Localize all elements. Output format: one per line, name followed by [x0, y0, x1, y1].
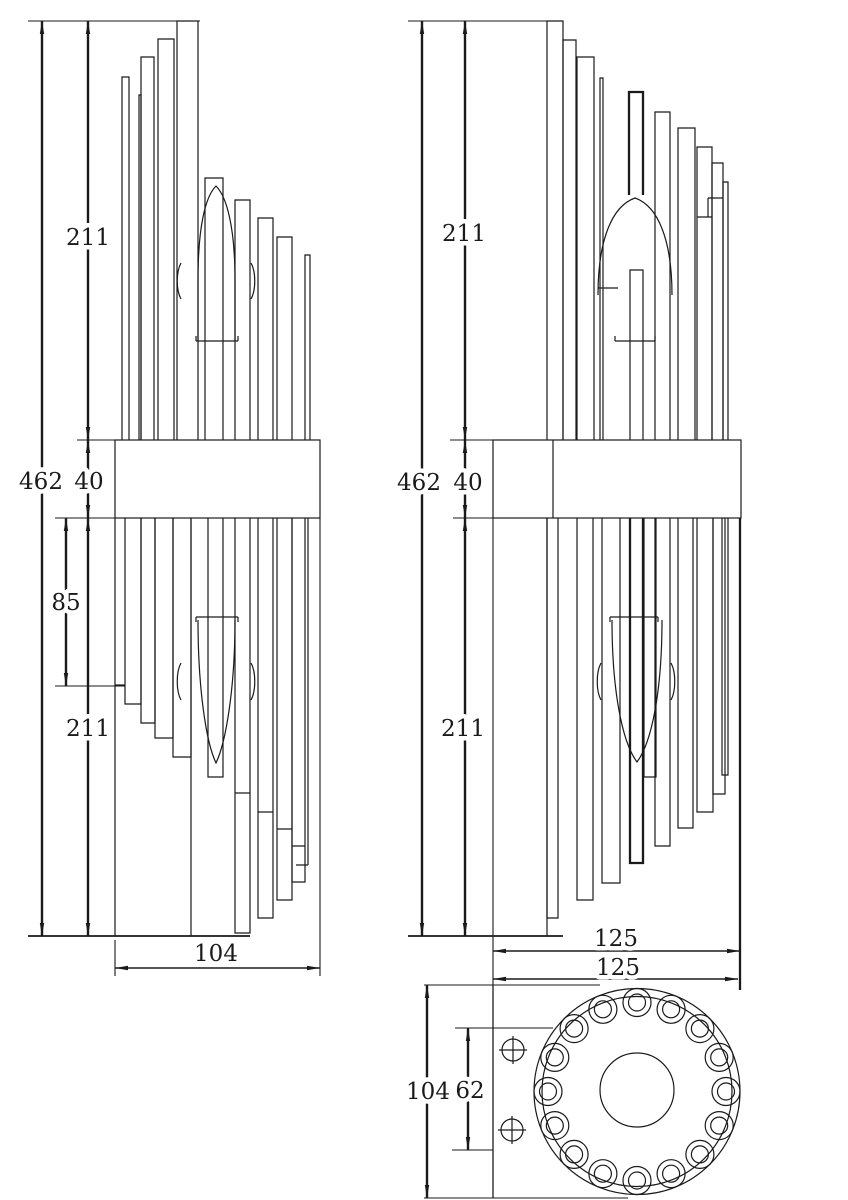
dim-label-right-width: 125 — [594, 926, 638, 952]
tube-socket-circle — [686, 1015, 714, 1043]
tube-socket-circle — [705, 1112, 733, 1140]
dim-label-left-band-height: 40 — [74, 469, 104, 495]
dim-label-bottom-screw-spacing: 62 — [455, 1078, 485, 1104]
crystal-tube-ring — [534, 989, 740, 1195]
body-outer-circle — [534, 989, 740, 1195]
left-fixture-outline — [115, 21, 320, 936]
center-hole — [600, 1053, 674, 1127]
tube-socket-circle — [560, 1140, 588, 1168]
dim-label-right-band-height: 40 — [453, 470, 483, 496]
right-upper-bullet-crystal — [598, 198, 672, 295]
tube-socket-circle — [657, 995, 685, 1023]
left-upper-bullet-crystal — [198, 186, 235, 340]
right-fixture-outline — [493, 21, 741, 936]
tube-socket-circle — [657, 1160, 685, 1188]
tube-socket-circle — [566, 1146, 583, 1163]
dim-label-bottom-width: 125 — [596, 955, 640, 981]
tube-socket-circle — [534, 1078, 562, 1106]
body-inner-rim — [542, 997, 732, 1187]
bottom-fixture-outline — [493, 985, 740, 1198]
tube-socket-circle — [589, 1160, 617, 1188]
bottom-view — [406, 985, 740, 1198]
left-elevation-view — [19, 21, 320, 976]
mounting-screw-bottom — [498, 1116, 526, 1144]
right-dimension-lines — [408, 21, 740, 1198]
dim-label-right-lower-height: 211 — [441, 716, 485, 742]
tube-socket-circle — [691, 1146, 708, 1163]
dim-label-left-backplate-height: 85 — [51, 590, 81, 616]
tube-socket-circle — [589, 995, 617, 1023]
left-mounting-band — [115, 440, 320, 518]
dim-label-left-overall-height: 462 — [19, 469, 63, 495]
tube-socket-circle — [623, 1167, 651, 1195]
dim-label-left-lower-height: 211 — [66, 716, 110, 742]
left-lower-bullet-crystal — [198, 620, 235, 763]
dim-label-bottom-plate-height: 104 — [406, 1079, 450, 1105]
right-mounting-band — [493, 440, 741, 518]
mounting-screw-top — [499, 1036, 527, 1064]
tube-socket-circle — [691, 1020, 708, 1037]
tube-socket-circle — [686, 1140, 714, 1168]
tube-socket-circle — [560, 1015, 588, 1043]
tube-socket-circle — [623, 989, 651, 1017]
tube-socket-circle — [705, 1043, 733, 1071]
tube-socket-circle — [712, 1078, 740, 1106]
dim-label-left-upper-height: 211 — [66, 225, 110, 251]
tube-socket-circle — [566, 1020, 583, 1037]
dim-label-left-width: 104 — [194, 941, 238, 967]
tube-socket-circle — [541, 1112, 569, 1140]
dim-label-right-overall-height: 462 — [397, 470, 441, 496]
dim-label-right-upper-height: 211 — [442, 221, 486, 247]
tube-socket-circle — [541, 1043, 569, 1071]
